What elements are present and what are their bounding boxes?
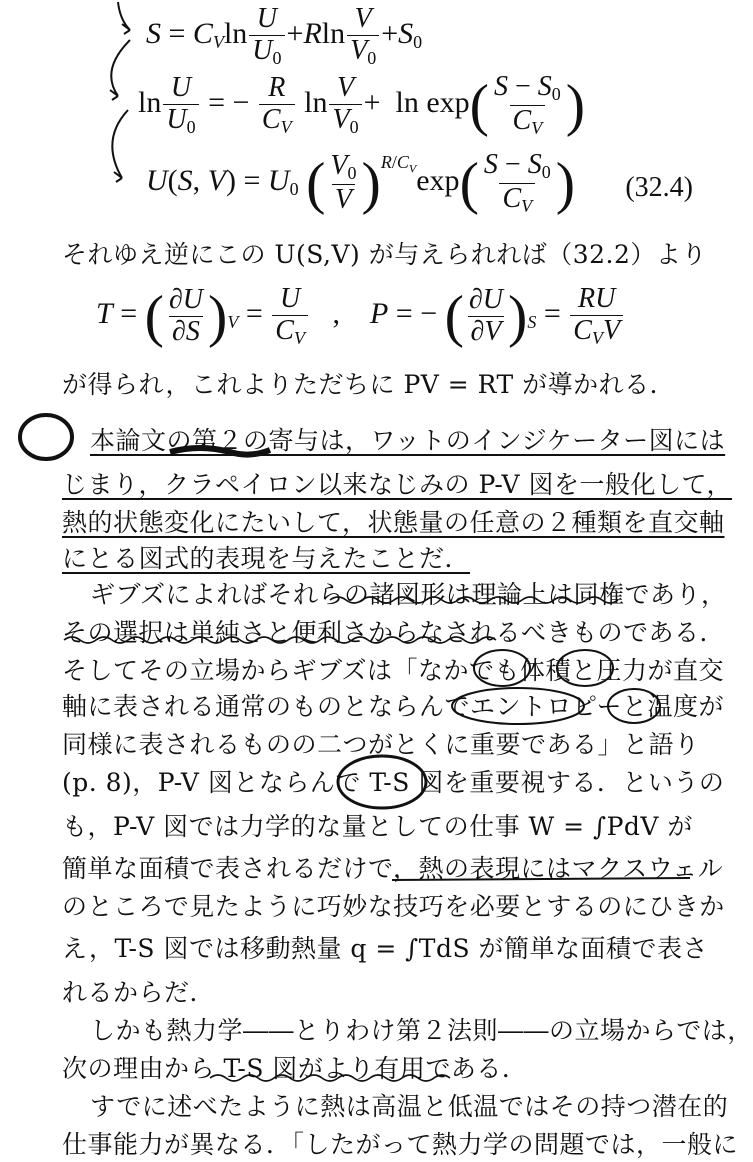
equation-number: (32.4) <box>625 172 693 203</box>
text-line-underlined: にとる図式的表現を与えたことだ． <box>62 544 471 573</box>
text-line: れるからだ． <box>62 978 216 1007</box>
text-line: が得られ，これよりただちに PV = RT が導かれる． <box>62 370 676 399</box>
text-line: 簡単な面積で表されるだけで，熱の表現にはマクスウェル <box>62 854 724 883</box>
text-line: そしてその立場からギブズは「なかでも体積と圧力が直交 <box>62 656 725 685</box>
text-line: え，T-S 図では移動熱量 q = ∫TdS が簡単な面積で表さ <box>62 934 709 963</box>
text-line: 軸に表される通常のものとならんでエントロピーと温度が <box>62 692 725 721</box>
equation-internal-energy: U(S, $V) = U_0$ ( $\frac{V_0}{V}$ )$^{R/C_V}$exp( $\frac{S - S_0}{C_V}$ ) <box>146 149 576 216</box>
text-line: も，P-V 図では力学的な量としての仕事 W = ∫PdV が <box>62 812 693 841</box>
text-line: のところで見たように巧妙な技巧を必要とするのにひきか <box>62 892 725 921</box>
bracket-arrow-mark <box>112 110 128 182</box>
text-line: その選択は単純さと便利さからなされるべきものである． <box>62 618 726 647</box>
text-line: 仕事能力が異なる．「したがって熱力学の問題では，一般に <box>62 1130 739 1159</box>
text-line-underlined: 熱的状態変化にたいして，状態量の任意の２種類を直交軸 <box>62 508 725 537</box>
text-line: (p. 8)，P-V 図とならんで T-S 図を重要視する．というの <box>62 768 725 797</box>
text-line: ギブズによればそれらの諸図形は理論上は同権であり， <box>90 580 727 609</box>
circled-number-mark <box>20 415 72 459</box>
text-line-underlined: 本論文の第２の寄与は，ワットのインジケーター図には <box>90 426 726 455</box>
bracket-arrow-mark <box>110 40 130 100</box>
equation-entropy: $S = C_V\ln$ $\frac{U}{U_0}$ +Rln $\frac{V}{V_0}$ $+S_0$ <box>146 3 423 68</box>
text-line: それゆえ逆にこの U(S,V) が与えられれば（32.2）より <box>62 240 707 269</box>
text-line-underlined: じまり，クラペイロン以来なじみの P-V 図を一般化して， <box>62 470 733 499</box>
text-line: しかも熱力学――とりわけ第２法則――の立場からでは， <box>90 1016 753 1045</box>
text-line: 同様に表されるものの二つがとくに重要である」と語り <box>62 730 700 759</box>
text-line: 次の理由から T-S 図がより有用である． <box>62 1054 528 1083</box>
bracket-arrow-mark <box>118 2 130 34</box>
equation-log-ratio: ln $\frac{U}{U_0}$ = − $\frac{R}{C_V}$ ln $\frac{V}{V_0}$ + ln exp( $\frac{S - S_0}{C_V}$ ) <box>138 71 586 138</box>
equation-temperature-pressure: T = ( $\frac{\partial U}{\partial S}$ )$_V$ = $\frac{U}{C_V}$ , P = − ( $\frac{\partial U}{\partial V}$ )$_S$ = $\frac{RU}{C_VV}$ <box>96 284 625 349</box>
text-line: すでに述べたように熱は高温と低温ではその持つ潜在的 <box>90 1092 729 1121</box>
